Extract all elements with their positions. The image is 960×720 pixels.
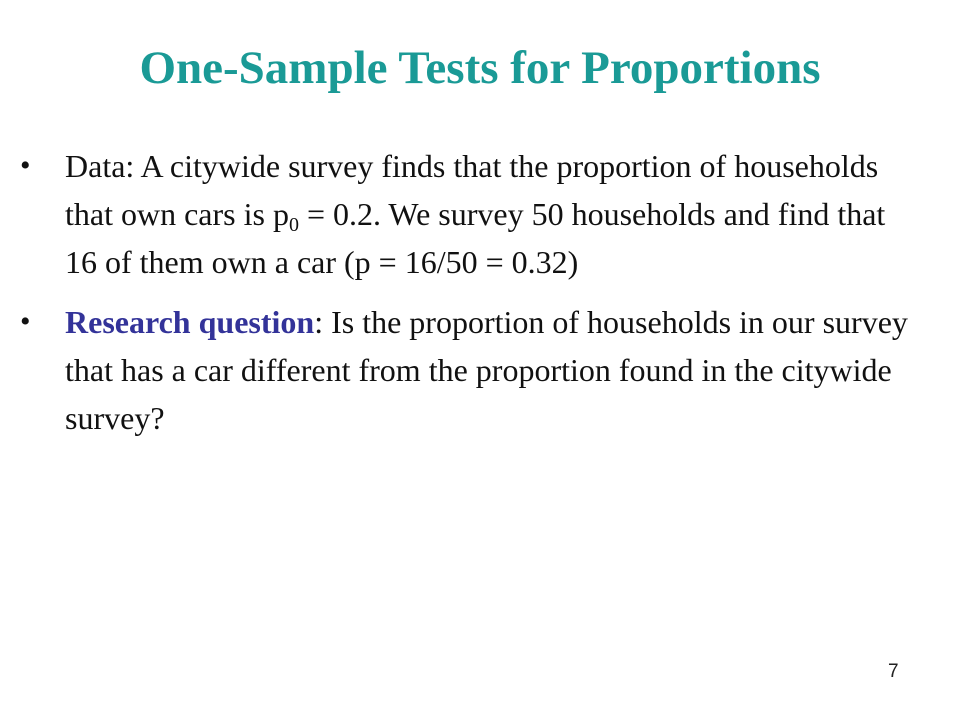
bullet-research-question [20,298,920,442]
bullet-icon: • [20,305,31,338]
slide-title: One-Sample Tests for Proportions [139,42,821,94]
bullet-data-subscript: 0 [288,214,299,236]
bullet-data-text-2: = 0.2. We survey 50 households and find that 16 of them own a car (p = 16/50 = 0.32) [65,196,886,280]
page-number: 7 [888,661,899,682]
bullet-icon: • [20,149,31,182]
research-question-label: Research question [65,304,315,340]
bullet-list [20,142,920,454]
bullet-data-text-1: Data: A citywide survey finds that the proportion of households that own cars is p [65,148,879,232]
bullet-data [20,142,920,286]
research-question-text: : Is the proportion of households in our survey that has a car different from the proportion found in the citywide survey? [65,304,908,436]
